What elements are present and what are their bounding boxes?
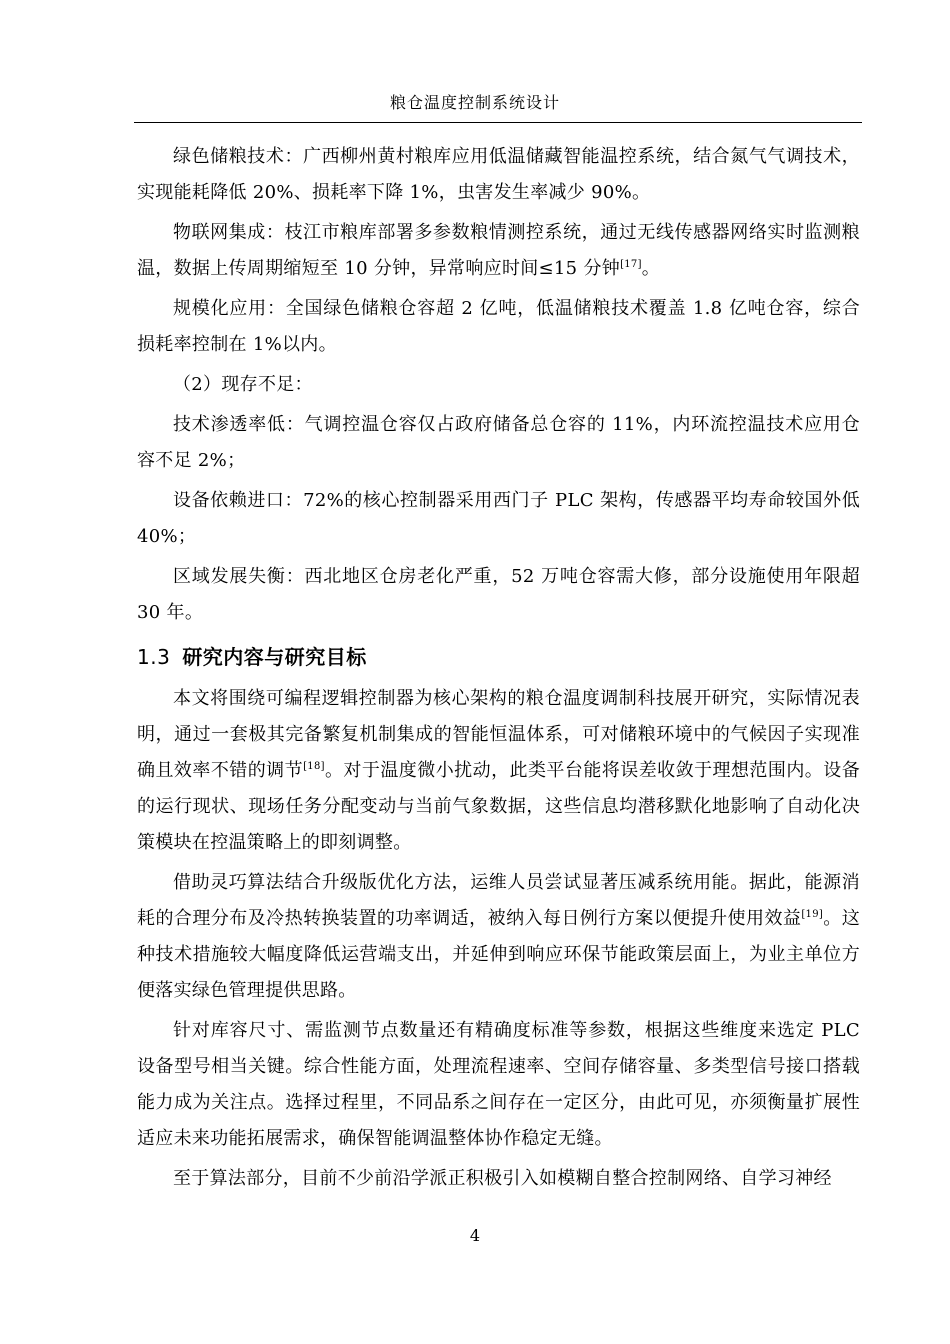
header-rule bbox=[134, 122, 862, 123]
paragraph-import: 设备依赖进口：72%的核心控制器采用西门子 PLC 架构，传感器平均寿命较国外低 40%； bbox=[137, 490, 860, 547]
section-number: 1.3 bbox=[137, 645, 171, 669]
subheading-shortcomings: （2）现存不足： bbox=[173, 374, 313, 395]
citation-19[interactable]: [19] bbox=[801, 909, 824, 920]
paragraph-plc-selection: 针对库容尺寸、需监测节点数量还有精确度标准等参数，根据这些维度来选定 PLC 设备型号相当关键。综合性能方面，处理流程速率、空间存储容量、多类型信号接口搭载能力成为关注点。选择过程里，不同品系之间存在一定区分，由此可见，亦须衡量扩展性适应未来功能拓展需求，确保智能调温整体协作稳定无缝。 bbox=[137, 1020, 860, 1149]
paragraph-iot: 物联网集成：枝江市粮库部署多参数粮情测控系统，通过无线传感器网络实时监测粮温，数据上传周期缩短至 10 分钟，异常响应时间≤15 分钟[17]。 bbox=[137, 222, 860, 279]
paragraph-regional: 区域发展失衡：西北地区仓房老化严重，52 万吨仓容需大修，部分设施使用年限超 30 年。 bbox=[137, 566, 860, 623]
paragraph-penetration: 技术渗透率低：气调控温仓容仅占政府储备总仓容的 11%，内环流控温技术应用仓容不足 2%； bbox=[137, 414, 860, 471]
citation-17[interactable]: [17] bbox=[620, 259, 642, 270]
paragraph-intro: 本文将围绕可编程逻辑控制器为核心架构的粮仓温度调制科技展开研究，实际情况表明，通过一套极其完备繁复机制集成的智能恒温体系，可对储粮环境中的气候因子实现准确且效率不错的调节[18]。对于温度微小扰动，此类平台能将误差收敛于理想范围内。设备的运行现状、现场任务分配变动与当前气象数据，这些信息均潜移默化地影响了自动化决策模块在控温策略上的即刻调整。 bbox=[137, 688, 860, 853]
page-number: 4 bbox=[469, 1226, 481, 1245]
section-heading bbox=[137, 639, 860, 675]
section-title: 研究内容与研究目标 bbox=[182, 645, 367, 669]
paragraph-energy: 借助灵巧算法结合升级版优化方法，运维人员尝试显著压减系统用能。据此，能源消耗的合理分布及冷热转换装置的功率调适，被纳入每日例行方案以便提升使用效益[19]。这种技术措施较大幅度降低运营端支出，并延伸到响应环保节能政策层面上，为业主单位方便落实绿色管理提供思路。 bbox=[137, 872, 861, 1001]
paragraph-algorithm: 至于算法部分，目前不少前沿学派正积极引入如模糊自整合控制网络、自学习神经 bbox=[173, 1168, 832, 1189]
paragraph-scale: 规模化应用：全国绿色储粮仓容超 2 亿吨，低温储粮技术覆盖 1.8 亿吨仓容，综合损耗率控制在 1%以内。 bbox=[137, 298, 860, 355]
citation-18[interactable]: [18] bbox=[303, 761, 325, 772]
body-text bbox=[137, 139, 860, 1201]
paragraph-green-storage: 绿色储粮技术：广西柳州黄村粮库应用低温储藏智能温控系统，结合氮气气调技术，实现能耗降低 20%、损耗率下降 1%，虫害发生率减少 90%。 bbox=[137, 146, 860, 203]
running-header: 粮仓温度控制系统设计 bbox=[389, 93, 560, 112]
